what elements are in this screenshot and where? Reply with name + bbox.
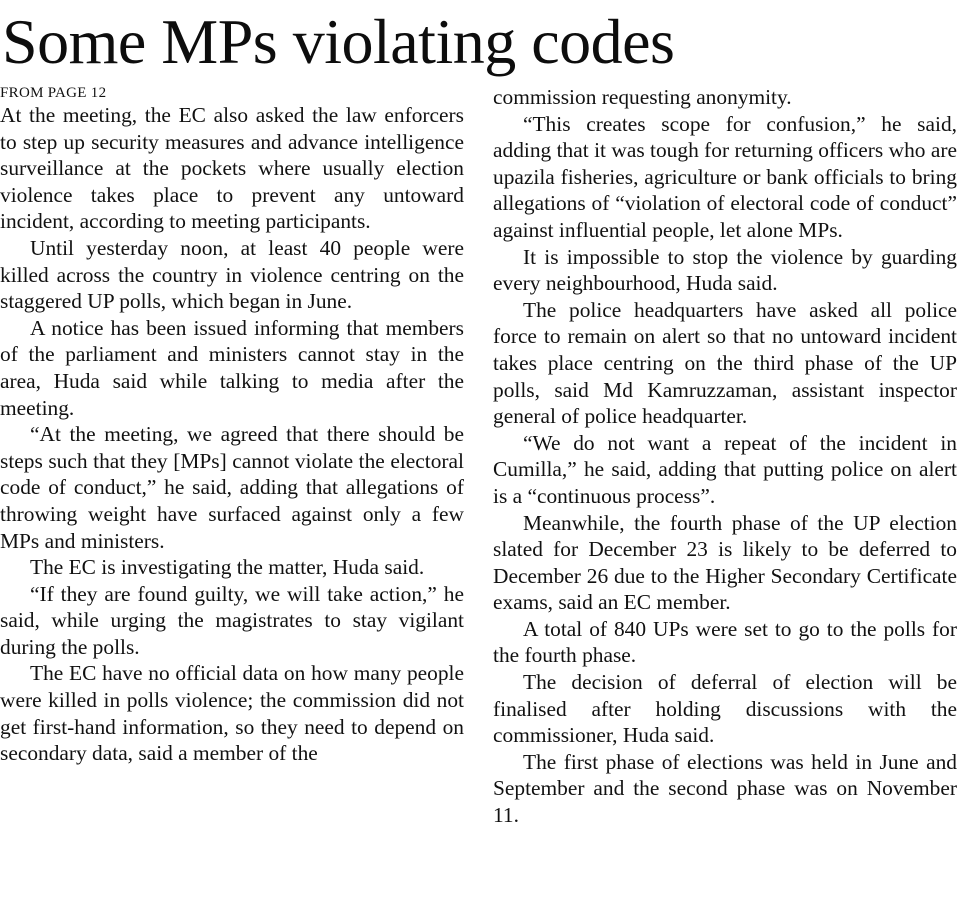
paragraph: The EC have no official data on how many people were killed in polls violence; the commission did not get first-hand information, so they need to depend on secondary data, said a member of the (0, 661, 464, 766)
paragraph: The police headquarters have asked all police force to remain on alert so that no untoward incident takes place centring on the third phase of the UP polls, said Md Kamruzzaman, assistant inspector general of police headquarter. (493, 297, 957, 429)
paragraph: A notice has been issued informing that members of the parliament and ministers cannot stay in the area, Huda said while talking to media after the meeting. (0, 315, 464, 420)
paragraph: “This creates scope for confusion,” he said, adding that it was tough for returning officers who are upazila fisheries, agriculture or bank officials to bring allegations of “violation of electoral code of conduct” against influential people, let alone MPs. (493, 111, 957, 242)
paragraph: Meanwhile, the fourth phase of the UP election slated for December 23 is likely to be deferred to December 26 due to the Higher Secondary Certificate exams, said an EC member. (493, 510, 957, 615)
left-column (0, 84, 464, 767)
paragraph: At the meeting, the EC also asked the law enforcers to step up security measures and advance intelligence surveillance at the pockets where usually election violence takes place to prevent any untoward incident, according to meeting participants. (0, 103, 464, 234)
paragraph: The EC is investigating the matter, Huda said. (30, 555, 425, 580)
paragraph: “We do not want a repeat of the incident in Cumilla,” he said, adding that putting police on alert is a “continuous process”. (493, 430, 957, 508)
paragraph: It is impossible to stop the violence by guarding every neighbourhood, Huda said. (493, 244, 957, 296)
paragraph: “At the meeting, we agreed that there should be steps such that they [MPs] cannot violate the electoral code of conduct,” he said, adding that allegations of throwing weight have surfaced against only a few MPs and ministers. (0, 422, 464, 553)
paragraph: The first phase of elections was held in June and September and the second phase was on November 11. (493, 749, 957, 828)
paragraph: The decision of deferral of election will be finalised after holding discussions with the commissioner, Huda said. (493, 670, 957, 748)
continuation-kicker: FROM PAGE 12 (0, 85, 107, 101)
right-column (493, 84, 957, 829)
paragraph: Until yesterday noon, at least 40 people were killed across the country in violence centring on the staggered UP polls, which began in June. (0, 235, 464, 314)
paragraph: A total of 840 UPs were set to go to the polls for the fourth phase. (493, 616, 957, 668)
paragraph: “If they are found guilty, we will take action,” he said, while urging the magistrates to stay vigilant during the polls. (0, 581, 464, 659)
paragraph-continued: commission requesting anonymity. (493, 85, 792, 109)
headline: Some MPs violating codes (2, 6, 675, 77)
